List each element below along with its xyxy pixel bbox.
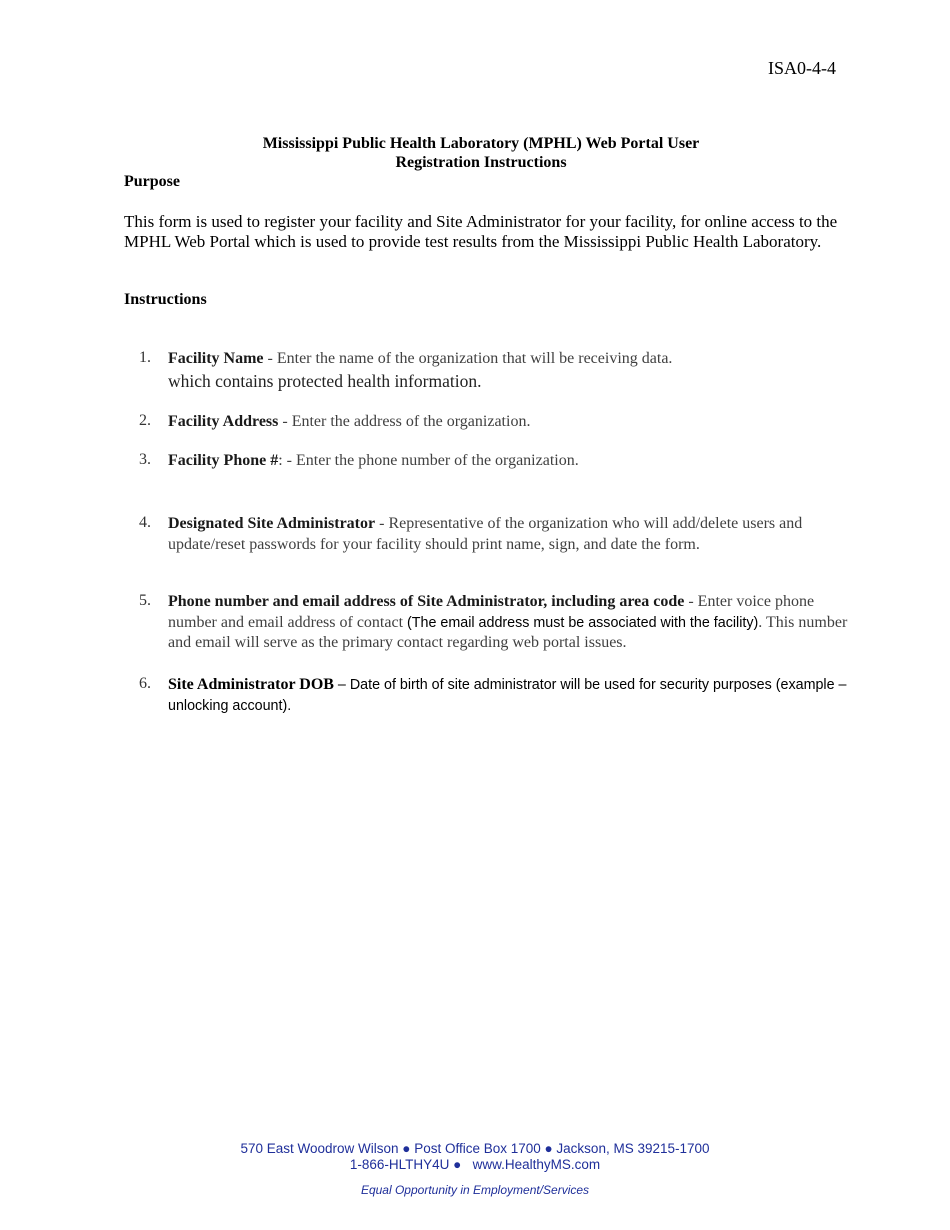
footer-address: 570 East Woodrow Wilson ● Post Office Box 1700 ● Jackson, MS 39215-1700 <box>240 1141 710 1156</box>
footer-phone: 1-866-HLTHY4U ● <box>349 1157 462 1172</box>
form-id: ISA0-4-4 <box>768 58 836 78</box>
item-number: 1. <box>139 349 151 366</box>
item-number: 5. <box>139 592 151 609</box>
item-label: Designated Site Administrator <box>168 515 376 532</box>
item-text-after: . This number and email will serve as the primary contact regarding web portal issues. <box>168 613 848 651</box>
item-text: - Enter voice phone number and email address of contact <box>168 593 815 631</box>
document-title <box>0 134 950 172</box>
item-label: Facility Name <box>168 350 264 367</box>
footer-eeo-statement: Equal Opportunity in Employment/Services <box>360 1183 590 1197</box>
item-label: Facility Address <box>168 413 279 430</box>
item-text: - Representative of the organization who will add/delete users and update/reset passwords for your facility should print name, sign, and date the form. <box>168 515 803 553</box>
item-text: - Enter the name of the organization that will be receiving data. <box>263 350 673 367</box>
purpose-heading: Purpose <box>124 173 180 190</box>
item-email-note: (The email address must be associated with the facility) <box>407 614 759 631</box>
item-text: – Date of birth of site administrator will be used for security purposes (example – unlocking account). <box>168 677 847 714</box>
item-number: 4. <box>139 514 151 531</box>
item-text: : - Enter the phone number of the organization. <box>278 452 579 469</box>
item-label: Phone number and email address of Site Administrator, including area code <box>168 593 685 610</box>
item-number: 3. <box>139 451 151 468</box>
item-number: 2. <box>139 412 151 429</box>
item-number: 6. <box>139 675 151 692</box>
item-label: Facility Phone # <box>168 452 279 469</box>
instructions-heading: Instructions <box>124 291 207 308</box>
footer-phone-web <box>0 1157 950 1173</box>
footer-website-link[interactable]: www.HealthyMS.com <box>472 1157 601 1172</box>
purpose-text: This form is used to register your facility and Site Administrator for your facility, for online access to the MPHL Web Portal which is used to provide test results from the Mississippi Public Health Laboratory. <box>124 212 838 251</box>
title-line-2: Registration Instructions <box>395 154 567 171</box>
item-label: Site Administrator DOB <box>168 676 334 693</box>
item-extra-text: which contains protected health information. <box>168 370 482 391</box>
title-line-1: Mississippi Public Health Laboratory (MPHL) Web Portal User <box>262 135 700 152</box>
footer-contact <box>0 1141 950 1173</box>
item-text: - Enter the address of the organization. <box>278 413 531 430</box>
